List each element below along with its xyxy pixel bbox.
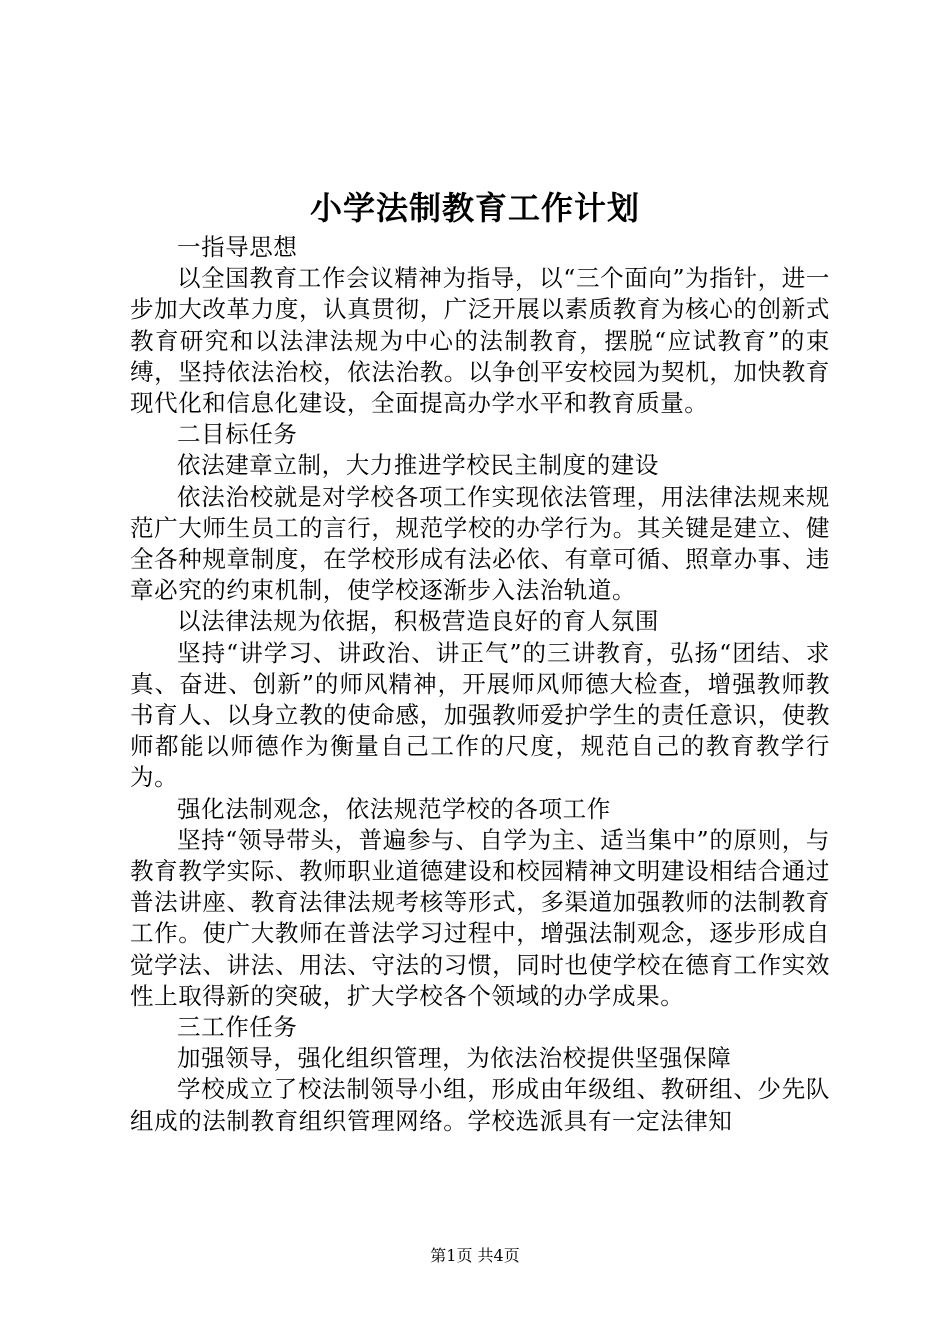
subsection-heading: 加强领导，强化组织管理，为依法治校提供坚强保障 [177,1044,732,1073]
paragraph: 学校成立了校法制领导小组，形成由年级组、教研组、少先队组成的法制教育组织管理网络。学校选派具有一定法律知 [130,1075,830,1135]
paragraph: 以全国教育工作会议精神为指导，以“三个面向”为指针，进一步加大改革力度，认真贯彻，广泛开展以素质教育为核心的创新式教育研究和以法津法规为中心的法制教育，摆脱“应试教育”的束缚，坚持依法治校，依法治教。以争创平安校园为契机，加快教育现代化和信息化建设，全面提高办学水平和教育质量。 [130,264,830,418]
paragraph: 依法治校就是对学校各项工作实现依法管理，用法律法规来规范广大师生员工的言行，规范学校的办学行为。其关键是建立、健全各种规章制度，在学校形成有法必依、有章可循、照章办事、违章必究的约束机制，使学校逐渐步入法治轨道。 [130,482,830,605]
section-heading: 一指导思想 [177,233,298,261]
section-heading: 三工作任务 [177,1013,298,1042]
document-title: 小学法制教育工作计划 [309,189,640,227]
section-heading: 二目标任务 [177,420,298,449]
subsection-heading: 以法律法规为依据，积极营造良好的育人氛围 [177,607,659,636]
paragraph: 坚持“领导带头，普遍参与、自学为主、适当集中”的原则，与教育教学实际、教师职业道德建设和校园精神文明建设相结合通过普法讲座、教育法律法规考核等形式，多渠道加强教师的法制教育工作。使广大教师在普法学习过程中，增强法制观念，逐步形成自觉学法、讲法、用法、守法的习惯，同时也使学校在德育工作实效性上取得新的突破，扩大学校各个领域的办学成果。 [130,825,830,1010]
page-footer: 第1页 共4页 [430,1246,520,1265]
document-body [130,232,830,1137]
subsection-heading: 强化法制观念，依法规范学校的各项工作 [177,794,611,823]
paragraph: 坚持“讲学习、讲政治、讲正气”的三讲教育，弘扬“团结、求真、奋进、创新”的师风精神，开展师风师德大检查，增强教师教书育人、以身立教的使命感，加强教师爱护学生的责任意识，使教师都能以师德作为衡量自己工作的尺度，规范自己的教育教学行为。 [130,638,830,792]
subsection-heading: 依法建章立制，大力推进学校民主制度的建设 [177,451,659,480]
